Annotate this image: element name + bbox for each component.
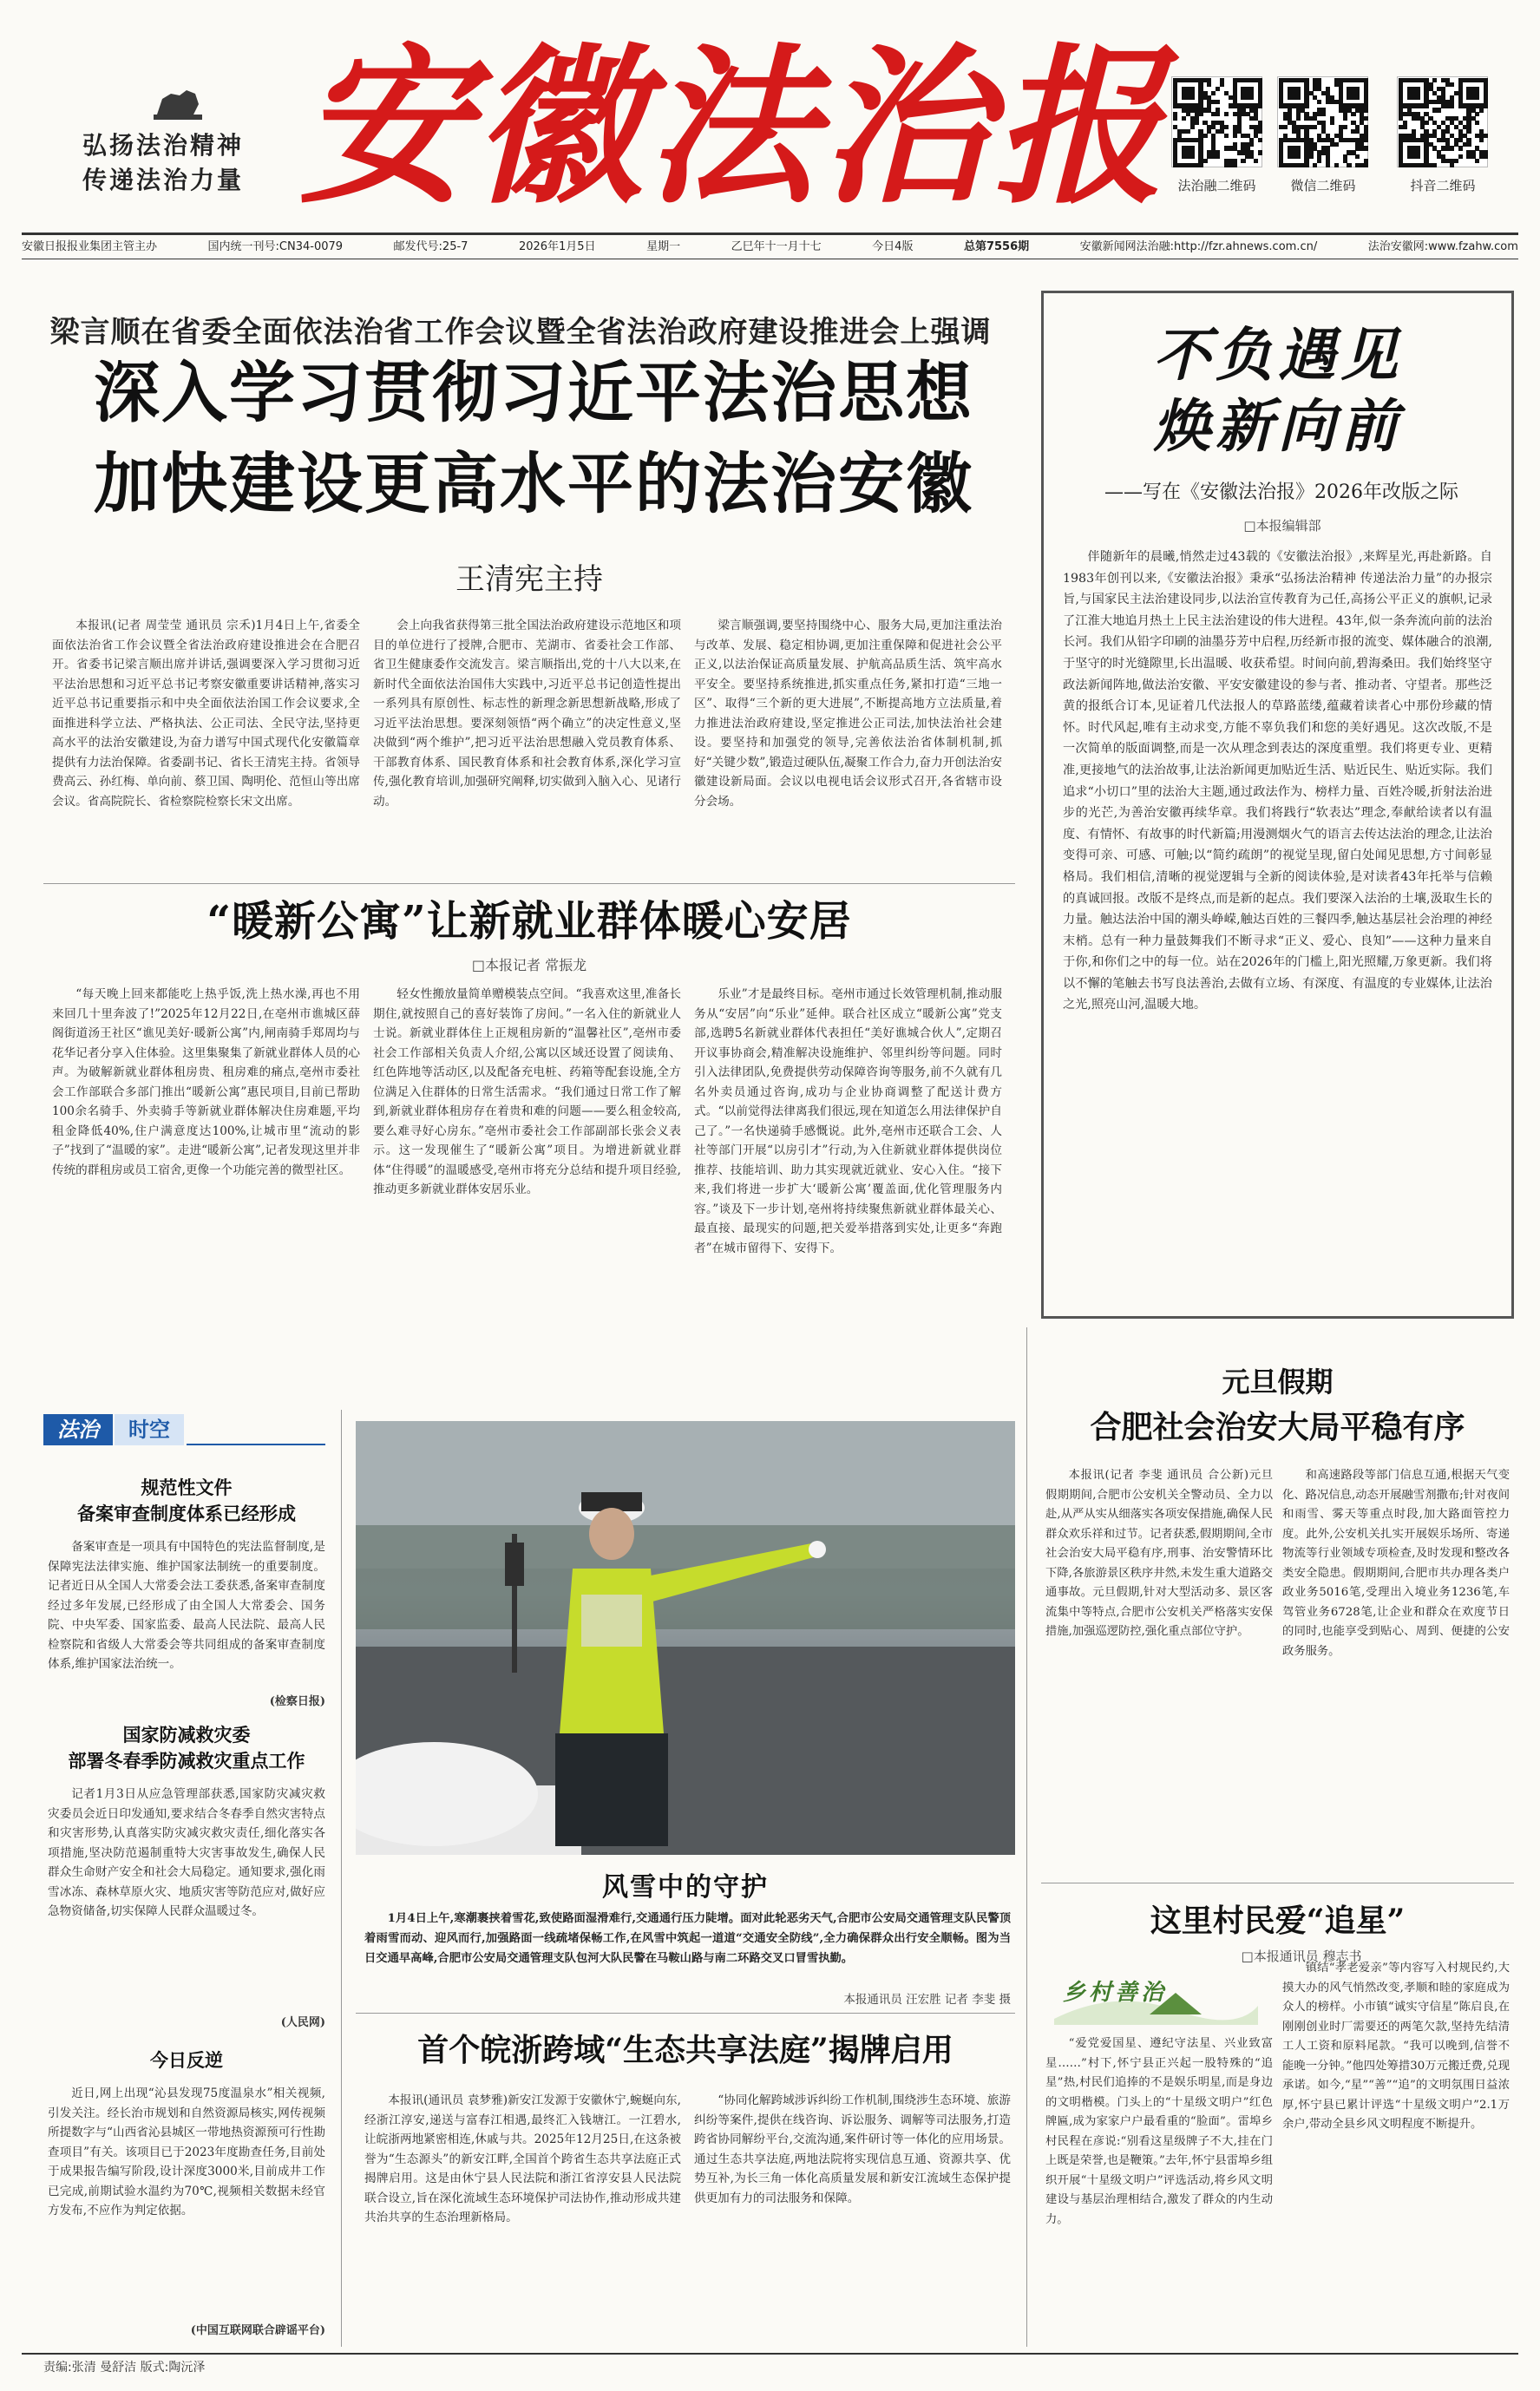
qr-module bbox=[1249, 95, 1254, 100]
sidebar-3-source: (中国互联网联合辟谣平台) bbox=[190, 2324, 325, 2337]
village-byline: □本报通讯员 穆志书 bbox=[1241, 1949, 1362, 1964]
traffic-police-photo bbox=[356, 1421, 1015, 1855]
qr-module bbox=[1283, 125, 1288, 129]
info-url-fzahw[interactable]: 法治安徽网:www.fzahw.com bbox=[1367, 240, 1518, 253]
lead-kicker: 梁言顺在省委全面依法治省工作会议暨全省法治政府建设推进会上强调 bbox=[49, 315, 992, 350]
qr-module bbox=[1182, 116, 1186, 121]
qr-module bbox=[1450, 103, 1454, 108]
qr-label-2: 微信二维码 bbox=[1290, 178, 1356, 193]
qr-module bbox=[1326, 163, 1330, 167]
qr-module bbox=[1416, 95, 1420, 100]
village-tag-logo bbox=[1045, 1971, 1262, 2030]
qr-module bbox=[1249, 142, 1254, 147]
info-weekday: 星期一 bbox=[646, 240, 681, 253]
sidebar-2-body: 记者1月3日从应急管理部获悉,国家防灾减灾救灾委员会近日印发通知,要求结合冬春季自然灾害特点和灾害形势,认真落实防灾减灾救灾责任,细化落实各项措施,坚决防范遏制重特大灾害事故发生,确保人民群众生命财产安全和社会大局稳定。通知要求,强化雨雪冰冻、森林草原火灾、地质灾害等防范应对,做好应急物资储备,切实保障人民群众温暖过冬。 bbox=[48, 1787, 325, 1918]
info-postal-code: 邮发代号:25-7 bbox=[393, 240, 469, 253]
slogan-line-1: 弘扬法治精神 bbox=[82, 131, 245, 160]
lead-column-1: 本报讯(记者 周莹莹 通讯员 宗禾)1月4日上午,省委全面依法治省工作会议暨全省法治政府建设推进会在合肥召开。省委书记梁言顺出席并讲话,强调要深入学习贯彻习近平法治思想和习近平总书记考察安徽重要讲话精神,落实习近平总书记重要指示和中央全面依法治国工作会议要求,全面推进科学立法、严格执法、公正司法、全民守法,坚持更高水平的法治安徽建设,为奋力谱写中国式现代化安徽篇章提供有力法治保障。省委副书记、省长王清宪主持。省领导费高云、孙红梅、单向前、蔡卫国、陶明伦、范恒山等出席会议。省高院院长、省检察院检察长宋文出席。 bbox=[52, 619, 360, 809]
divider-ecology-top bbox=[356, 2013, 1015, 2014]
feature-byline: □本报编辑部 bbox=[1243, 518, 1321, 534]
qr-module bbox=[1317, 159, 1321, 163]
qr-module bbox=[1334, 142, 1339, 147]
village-column-1: “爱党爱国星、遵纪守法星、兴业致富星……”村下,怀宁县正兴起一股特殊的“追星”热,村民们追捧的不是娱乐明星,而是身边的文明楷模。门头上的“十星级文明户”红色牌匾,成为家家户户最看重的“脸面”。雷埠乡村民程在彦说:“别看这星级牌子不大,挂在门上既是荣誉,也是鞭策。”去年,怀宁县雷埠乡组织开展“十星级文明户”评选活动,将乡风文明建设与基层治理相结合,激发了群众的内生动力。 bbox=[1045, 2037, 1273, 2226]
qr-module bbox=[1364, 146, 1368, 150]
lead-column-3: 梁言顺强调,要坚持围绕中心、服务大局,更加注重法治与改革、发展、稳定相协调,更加注重保障和促进社会公平正义,以法治保证高质量发展、护航高品质生活、筑牢高水平安全。要坚持系统推进,抓实重点任务,紧扣打造“三地一区”、取得“三个新的更大进展”,不断提高地方立法质量,着力推进法治政府建设,坚定推进公正司法,加快法治社会建设。要坚持和加强党的领导,完善依法治省体制机制,抓好“关键少数”,锻造过硬队伍,凝聚工作合力,奋力开创法治安徽建设新局面。会议以电视电话会议形式召开,各省辖市设分会场。 bbox=[694, 619, 1002, 809]
qr-module bbox=[1351, 112, 1355, 116]
qr-module bbox=[1313, 163, 1317, 167]
qr-module bbox=[1321, 112, 1326, 116]
photo-credit: 本报通讯员 汪宏胜 记者 李斐 摄 bbox=[843, 1993, 1011, 2007]
qr-module bbox=[1258, 129, 1262, 134]
qr-module bbox=[1313, 125, 1317, 129]
column-tag-shikong: 时空 bbox=[115, 1414, 184, 1445]
newyear-headline-line-1: 元旦假期 bbox=[1222, 1366, 1334, 1399]
warm-column-2: 轻女性搬放量简单赠模装点空间。“我喜欢这里,准备长期住,就按照自己的喜好装饰了房间。”一名入住的新就业人士说。新就业群体住上正规租房新的“温馨社区”,亳州市委社会工作部相关负责人介绍,公寓以区域还设置了阅读角、红色阵地等活动区,以及配备充电桩、药箱等配套设施,全方位满足入住群体的日常生活需求。“我们通过日常工作了解到,新就业群体租房存在着贵和难的问题——要么租金较高,要么难寻好心房东。”亳州市委社会工作部副部长张会义表示。这一发现催生了“暖新公寓”项目。为增进新就业群体“住得暖”的温暖感受,亳州市将充分总结和提升项目经验,推动更多新就业群体安居乐业。 bbox=[373, 987, 681, 1196]
info-url-fazhirong[interactable]: 安徽新闻网法治融:http://fzr.ahnews.com.cn/ bbox=[1079, 240, 1318, 253]
qr-module bbox=[1355, 154, 1360, 159]
qr-module bbox=[1458, 146, 1463, 150]
feature-body: 伴随新年的晨曦,悄然走过43载的《安徽法治报》,来辉星光,再赴新路。自1983年创刊以来,《安徽法治报》秉承“弘扬法治精神 传递法治力量”的办报宗旨,与国家民主法治建设同步,以法治宣传教育为己任,高扬公平正义的旗帜,记录了江淮大地追月热土上民主法治建设的伟大进程。43年,似一条奔流向前的法治长河。我们从铅字印刷的油墨芬芳中启程,历经新市报的流变、媒体融合的浪潮,于坚守的时光缝隙里,长出温暖、收获希望。时间向前,碧海桑田。我们始终坚守政法新闻阵地,做法治安徽、平安安徽建设的参与者、推动者、守望者。那些泛黄的报纸合订本,见证着几代法报人的草路蓝缕,蕴藏着读者心中那份珍藏的情怀。时代风起,唯有主动求变,方能不辜负我们和您的美好遇见。这次改版,不是一次简单的版面调整,而是一次从理念到表达的深度重塑。我们将更专业、更精准,更接地气的法治故事,让法治新闻更加贴近生活、贴近民生、贴近实际。我们追求“小切口”里的法治大主题,通过政法作为、榜样力量、百姓冷暖,折射法治进步的光芒,为善治安徽再续华章。我们将践行“软表达”理念,奉献给读者以有温度、有情怀、有故事的时代新篇;用漫测烟火气的语言去传达法治的理念,让法治变得可亲、可感、可触;以“简约疏朗”的视觉呈现,留白处闻见思想,方寸间彰显格局。我们相信,清晰的视觉逻辑与全新的阅读体验,是对读者43年托举与信赖的真诚回报。改版不是终点,而是新的起点。我们要深入法治的土壤,汲取生长的力量。触达法治中国的潮头峥嵘,触达百姓的三餐四季,触达基层社会治理的神经末梢。总有一种力量鼓舞我们不断寻求“正义、爱心、良知”——这种力量来自于你,和你们之中的每一位。站在2026年的门槛上,阳光照耀,万象更新。我们将以不懈的笔触去书写良法善治,去做有立场、有深度、有温度的专业媒体,让法治之光,照亮山河,温暖大地。 bbox=[1063, 550, 1492, 1012]
qr-module bbox=[1195, 121, 1199, 125]
qr-module bbox=[1224, 125, 1229, 129]
qr-module bbox=[1258, 103, 1262, 108]
qr-module bbox=[1450, 146, 1454, 150]
sidebar-1-body: 备案审查是一项具有中国特色的宪法监督制度,是保障宪法法律实施、维护国家法制统一的重要制度。记者近日从全国人大常委会法工委获悉,备案审查制度经过多年发展,已经形成了由全国人大常委会、国务院、中央军委、国家监委、最高人民法院、最高人民检察院和省级人大常委会等共同组成的备案审查制度体系,维护国家法治统一。 bbox=[48, 1540, 325, 1671]
sidebar-2-title-line-2: 部署冬春季防减救灾重点工作 bbox=[68, 1751, 305, 1772]
lion-logo-icon bbox=[152, 80, 204, 123]
feature-box bbox=[1041, 291, 1514, 1319]
column-header-rule bbox=[187, 1444, 325, 1445]
qr-module bbox=[1198, 163, 1203, 167]
qr-module bbox=[1190, 95, 1195, 100]
sidebar-2-title-line-1: 国家防减救灾委 bbox=[122, 1725, 251, 1746]
newspaper-title: 安徽法治报 bbox=[299, 28, 1168, 227]
lead-subhead: 王清宪主持 bbox=[455, 562, 603, 597]
masthead bbox=[0, 0, 1540, 260]
qr-module bbox=[1454, 159, 1458, 163]
qr-module bbox=[1432, 78, 1437, 82]
qr-module bbox=[1416, 154, 1420, 159]
qr-module bbox=[1203, 134, 1207, 138]
warm-column-3: 乐业”才是最终目标。亳州市通过长效管理机制,推动服务从“安居”向“乐业”延伸。联合社区成立“暖新公寓”党支部,选聘5名新就业群体代表担任“美好谯城合伙人”,定期召开议事协商会,精准解决设施维护、邻里纠纷等问题。同时引入法律团队,免费提供劳动保障咨询等服务,前不久就有几名外卖员通过咨询,成功与企业协商调整了配送计费方式。“以前觉得法律离我们很远,现在知道怎么用法律保护自己了。”一名快递骑手感慨说。此外,亳州市还联合工会、人社等部门开展“以房引才”行动,为入住新就业群体提供岗位推荐、技能培训、助力其实现就近就业、安心入住。“接下来,我们将进一步扩大‘暖新公寓’覆盖面,优化管理服务内容。”谈及下一步计划,亳州将持续聚焦新就业群体最关心、最直接、最现实的问题,把关爱举措落到实处,让更多“奔跑者”在城市留得下、安得下。 bbox=[694, 987, 1002, 1255]
qr-module bbox=[1233, 134, 1237, 138]
qr-module bbox=[1364, 116, 1368, 121]
qr-module bbox=[1207, 82, 1211, 87]
qr-module bbox=[1479, 108, 1484, 112]
ecology-column-2: “协同化解跨域涉诉纠纷工作机制,围绕涉生态环境、旅游纠纷等案件,提供在线咨询、诉讼服务、调解等司法服务,打造跨省协同解纷平台,交流沟通,案件研讨等一体化的应用场景。通过生态共享法庭,两地法院将实现信息互通、资源共享、优势互补,为长三角一体化高质量发展和新安江流域生态保护提供更加有力的司法服务和保障。 bbox=[694, 2093, 1011, 2205]
qr-module bbox=[1296, 116, 1301, 121]
qr-module bbox=[1484, 103, 1488, 108]
qr-code-douyin bbox=[1397, 76, 1488, 167]
feature-title-line-1: 不负遇见 bbox=[1153, 321, 1403, 389]
lead-column-2: 会上向我省获得第三批全国法治政府建设示范地区和项目的单位进行了授牌,合肥市、芜湖市、省委社会工作部、省卫生健康委作交流发言。梁言顺指出,党的十八大以来,在新时代全面依法治国伟大实践中,习近平总书记创造性提出一系列具有原创性、标志性的新理念新思想新战略,形成了习近平法治思想。要深刻领悟“两个确立”的决定性意义,坚决做到“两个维护”,把习近平法治思想融入党员教育体系、干部教育体系、国民教育体系和社会教育体系,深化学习宣传,强化教育培训,加强研究阐释,切实做到入脑入心、见诸行动。 bbox=[373, 619, 681, 809]
qr-module bbox=[1241, 159, 1245, 163]
qr-label-1: 法治融二维码 bbox=[1177, 178, 1256, 193]
feature-subtitle: ——写在《安徽法治报》2026年改版之际 bbox=[1104, 481, 1458, 503]
qr-module bbox=[1364, 138, 1368, 142]
divider-warm-top bbox=[43, 883, 1015, 884]
qr-module bbox=[1484, 154, 1488, 159]
photo-caption: 1月4日上午,寒潮裹挟着雪花,致使路面湿滑难行,交通通行压力陡增。面对此轮恶劣天气,合肥市公安局交通管理支队民警顶着雨雪而动、迎风而行,加强路面一线疏堵保畅工作,在风雪中筑起一道道“交通安全防线”,全力确保群众出行安全顺畅。图为当日交通早高峰,合肥市公安局交通管理支队包河大队民警在马鞍山路与南二环路交叉口冒雪执勤。 bbox=[364, 1912, 1011, 1965]
qr-module bbox=[1224, 134, 1229, 138]
qr-module bbox=[1355, 95, 1360, 100]
qr-module bbox=[1190, 154, 1195, 159]
qr-module bbox=[1220, 82, 1224, 87]
masthead-info-bar bbox=[22, 238, 1518, 257]
qr-module bbox=[1424, 121, 1428, 125]
qr-module bbox=[1258, 138, 1262, 142]
qr-module bbox=[1304, 163, 1308, 167]
qr-module bbox=[1334, 163, 1339, 167]
qr-module bbox=[1475, 112, 1479, 116]
warm-byline: □本报记者 常振龙 bbox=[471, 957, 587, 973]
qr-module bbox=[1304, 103, 1308, 108]
sidebar-1-title-line-1: 规范性文件 bbox=[141, 1477, 233, 1498]
qr-module bbox=[1458, 154, 1463, 159]
qr-module bbox=[1308, 154, 1313, 159]
qr-module bbox=[1216, 112, 1220, 116]
qr-module bbox=[1216, 100, 1220, 104]
qr-module bbox=[1258, 150, 1262, 154]
qr-module bbox=[1466, 129, 1471, 134]
village-headline: 这里村民爱“追星” bbox=[1150, 1903, 1406, 1939]
qr-module bbox=[1364, 163, 1368, 167]
village-column-2: 镇结“孝老爱亲”等内容写入村规民约,大摸大办的风气悄然改变,孝顺和睦的家庭成为众人的榜样。小市镇“诚实守信星”陈启良,在刚刚创业时厂需要还的两笔欠款,坚持先结清工人工资和原料尾款。“我可以晚到,信誉不能晚一分钟。”他四处筹措30万元搬迁费,兑现承诺。如今,“星”“善”“追”的文明氛围日益浓厚,怀宁县已累计评选“十星级文明户”2.1万余户,带动全县乡风文明程度不断提升。 bbox=[1282, 1962, 1510, 2131]
qr-module bbox=[1475, 95, 1479, 100]
slogan-line-2: 传递法治力量 bbox=[82, 166, 245, 194]
qr-module bbox=[1437, 108, 1441, 112]
footer-editors: 责编:张清 曼舒洁 版式:陶沅泽 bbox=[43, 2361, 206, 2375]
qr-module bbox=[1203, 159, 1207, 163]
feature-title-line-2: 焕新向前 bbox=[1153, 392, 1403, 460]
ecology-column-1: 本报讯(通讯员 袁梦雅)新安江发源于安徽休宁,蜿蜒向东,经浙江淳安,递送与富春江相遇,最终汇入钱塘江。一江碧水,让皖浙两地紧密相连,休戚与共。2025年12月25日,在这条被誉为“生态源头”的新安江畔,全国首个跨省生态共享法庭正式揭牌启用。这是由休宁县人民法院和浙江省淳安县人民法院联合设立,旨在深化流域生态环境保护司法协作,推动形成共建共治共享的生态治理新格局。 bbox=[364, 2093, 681, 2224]
qr-module bbox=[1450, 82, 1454, 87]
info-publisher: 安徽日报报业集团主管主办 bbox=[22, 240, 158, 253]
qr-module bbox=[1233, 163, 1237, 167]
sidebar-2-source: (人民网) bbox=[280, 2016, 325, 2029]
warm-column-1: “每天晚上回来都能吃上热乎饭,洗上热水澡,再也不用来回几十里奔波了!”2025年12月22日,在亳州市谯城区薛阁街道汤王社区“谯见美好·暖新公寓”内,闸南骑手郑周均与花华记者分享入住体验。这里集聚集了新就业群体人员的心声。为破解新就业群体租房贵、租房难的痛点,亳州市委社会工作部联合多部门推出“暖新公寓”惠民项目,目前已帮助100余名骑手、外卖骑手等新就业群体解决住房难题,平均租金降低40%,住户满意度达100%,让城市里“流动的影子”找到了“温暖的家”。走进“暖新公寓”,记者发现这里并非传统的群租房或员工宿舍,更像一个功能完善的微型社区。 bbox=[52, 987, 360, 1177]
qr-module bbox=[1475, 121, 1479, 125]
right-column-divider bbox=[1026, 1327, 1027, 2347]
qr-module bbox=[1198, 112, 1203, 116]
qr-module bbox=[1364, 108, 1368, 112]
qr-code-wechat bbox=[1277, 76, 1368, 167]
qr-module bbox=[1216, 154, 1220, 159]
lead-headline-line-2: 加快建设更高水平的法治安徽 bbox=[94, 445, 973, 522]
info-pages: 今日4版 bbox=[872, 240, 914, 253]
column-header bbox=[43, 1414, 325, 1445]
sidebar-1-title-line-2: 备案审查制度体系已经形成 bbox=[77, 1503, 296, 1524]
qr-module bbox=[1432, 163, 1437, 167]
qr-module bbox=[1347, 163, 1351, 167]
footer-rule bbox=[22, 2353, 1518, 2355]
info-issue-number: 总第7556期 bbox=[963, 240, 1030, 253]
ecology-headline: 首个皖浙跨域“生态共享法庭”揭牌启用 bbox=[417, 2032, 953, 2068]
qr-module bbox=[1296, 154, 1301, 159]
qr-module bbox=[1475, 159, 1479, 163]
qr-module bbox=[1211, 91, 1216, 95]
info-date: 2026年1月5日 bbox=[518, 240, 596, 253]
qr-module bbox=[1343, 116, 1347, 121]
qr-module bbox=[1466, 142, 1471, 147]
info-lunar-date: 乙巳年十一月十七 bbox=[731, 240, 822, 253]
qr-module bbox=[1343, 125, 1347, 129]
qr-module bbox=[1224, 112, 1229, 116]
info-cn-number: 国内统一刊号:CN34-0079 bbox=[207, 240, 344, 253]
masthead-rule-top bbox=[22, 233, 1518, 235]
qr-module bbox=[1330, 121, 1334, 125]
qr-module bbox=[1173, 116, 1177, 121]
qr-module bbox=[1317, 100, 1321, 104]
qr-module bbox=[1403, 125, 1407, 129]
lead-headline-line-1: 深入学习贯彻习近平法治思想 bbox=[94, 354, 973, 431]
photo-caption-title: 风雪中的守护 bbox=[602, 1872, 769, 1903]
column-tag-fazhi: 法治 bbox=[43, 1414, 113, 1445]
sidebar-1-source: (检察日报) bbox=[269, 1695, 325, 1708]
warm-headline: “暖新公寓”让新就业群体暖心安居 bbox=[206, 897, 852, 946]
newyear-headline-line-2: 合肥社会治安大局平稳有序 bbox=[1090, 1409, 1465, 1445]
qr-module bbox=[1296, 95, 1301, 100]
qr-code-fazhirong bbox=[1171, 76, 1262, 167]
village-tag-text: 乡村善治 bbox=[1063, 1980, 1168, 2006]
qr-module bbox=[1254, 159, 1258, 163]
newyear-column-1: 本报讯(记者 李斐 通讯员 合公新)元旦假期期间,合肥市公安机关全警动员、全力以赴,从严从实从细落实各项安保措施,确保人民群众欢乐祥和过节。记者获悉,假期期间,全市社会治安大局平稳有序,刑事、治安警情环比下降,各旅游景区秩序井然,未发生重大道路交通事故。元旦假期,针对大型活动多、景区客流集中等特点,合肥市公安机关严格落实安保措施,加强巡逻防控,强化重点部位守护。 bbox=[1045, 1469, 1273, 1638]
newyear-column-2: 和高速路段等部门信息互通,根据天气变化、路况信息,动态开展融雪剂撒布;针对夜间和雨雪、雾天等重点时段,加大路面管控力度。此外,公安机关扎实开展娱乐场所、寄递物流等行业领域专项检查,及时发现和整改各类安全隐患。假期期间,合肥市共办理各类户政业务5016笔,受理出入境业务1236笔,车驾管业务6728笔,让企业和群众在欢度节日的同时,也能享受到贴心、周到、便捷的公安政务服务。 bbox=[1282, 1469, 1510, 1658]
qr-module bbox=[1479, 138, 1484, 142]
left-column-divider bbox=[341, 1410, 342, 2347]
qr-module bbox=[1190, 125, 1195, 129]
qr-label-3: 抖音二维码 bbox=[1410, 178, 1476, 193]
qr-module bbox=[1216, 87, 1220, 91]
sidebar-3-body: 近日,网上出现“沁县发现75度温泉水”相关视频,引发关注。经长治市规划和自然资源局核实,网传视频所提数字与“山西省沁县城区一带地热资源预可行性勘查项目”有关。该项目已于2023年度勘查任务,目前处于成果报告编写阶段,设计深度3000米,目前成井工作已完成,前期试验水温约为70℃,视频相关数据未经官方发布,不应作为判定依据。 bbox=[48, 2086, 325, 2217]
qr-module bbox=[1424, 103, 1428, 108]
sidebar-3-title: 今日反逆 bbox=[150, 2050, 223, 2071]
qr-module bbox=[1484, 134, 1488, 138]
qr-module bbox=[1450, 163, 1454, 167]
qr-module bbox=[1186, 129, 1190, 134]
